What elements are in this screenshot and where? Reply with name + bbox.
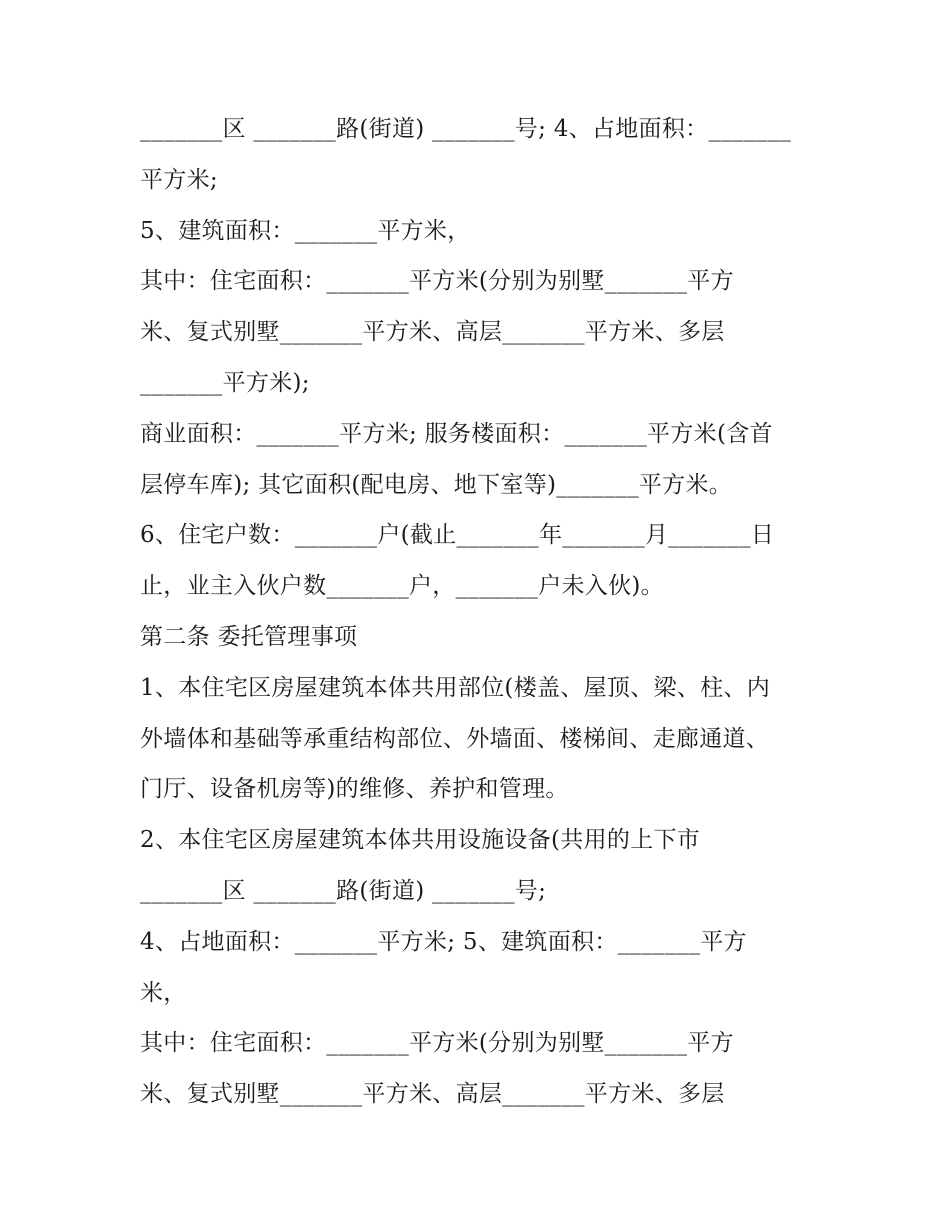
text-line-item-2: 2、本住宅区房屋建筑本体共用设施设备(共用的上下市: [140, 827, 701, 854]
text-line-residential-breakdown: 米、复式别墅_______平方米、高层_______平方米、多层: [140, 319, 725, 346]
text-line-occupancy: 止，业主入伙户数_______户，_______户未入伙)。: [140, 573, 664, 600]
text-line-residential-area: 其中：住宅面积：_______平方米(分别为别墅_______平方: [140, 268, 734, 295]
text-line-area-unit: 平方米;: [140, 166, 218, 193]
text-line-residential-breakdown-repeat: 米、复式别墅_______平方米、高层_______平方米、多层: [140, 1081, 725, 1108]
text-line-commercial-area: 商业面积：_______平方米; 服务楼面积：_______平方米(含首: [140, 420, 773, 447]
text-line-item-1-cont: 外墙体和基础等承重结构部位、外墙面、楼梯间、走廊通道、: [140, 725, 770, 752]
text-line-other-area: 层停车库); 其它面积(配电房、地下室等)_______平方米。: [140, 471, 733, 498]
text-line-multistory: _______平方米);: [140, 369, 310, 396]
text-line-address: _______区 _______路(街道) _______号; 4、占地面积：_______: [140, 116, 792, 142]
text-line-building-area: 5、建筑面积：_______平方米，: [140, 217, 471, 244]
text-line-item-1-end: 门厅、设备机房等)的维修、养护和管理。: [140, 776, 569, 803]
document-body: [140, 104, 820, 1120]
text-line-address-repeat: _______区 _______路(街道) _______号;: [140, 877, 547, 904]
text-line-item-1: 1、本住宅区房屋建筑本体共用部位(楼盖、屋顶、梁、柱、内: [140, 674, 771, 701]
text-line-area-unit-repeat: 米，: [140, 979, 187, 1006]
text-line-area-repeat: 4、占地面积：_______平方米; 5、建筑面积：_______平方: [140, 928, 747, 955]
text-line-residential-area-repeat: 其中：住宅面积：_______平方米(分别为别墅_______平方: [140, 1030, 734, 1057]
text-line-households: 6、住宅户数：_______户(截止_______年_______月_______日: [140, 522, 775, 549]
section-heading: 第二条 委托管理事项: [140, 623, 358, 650]
